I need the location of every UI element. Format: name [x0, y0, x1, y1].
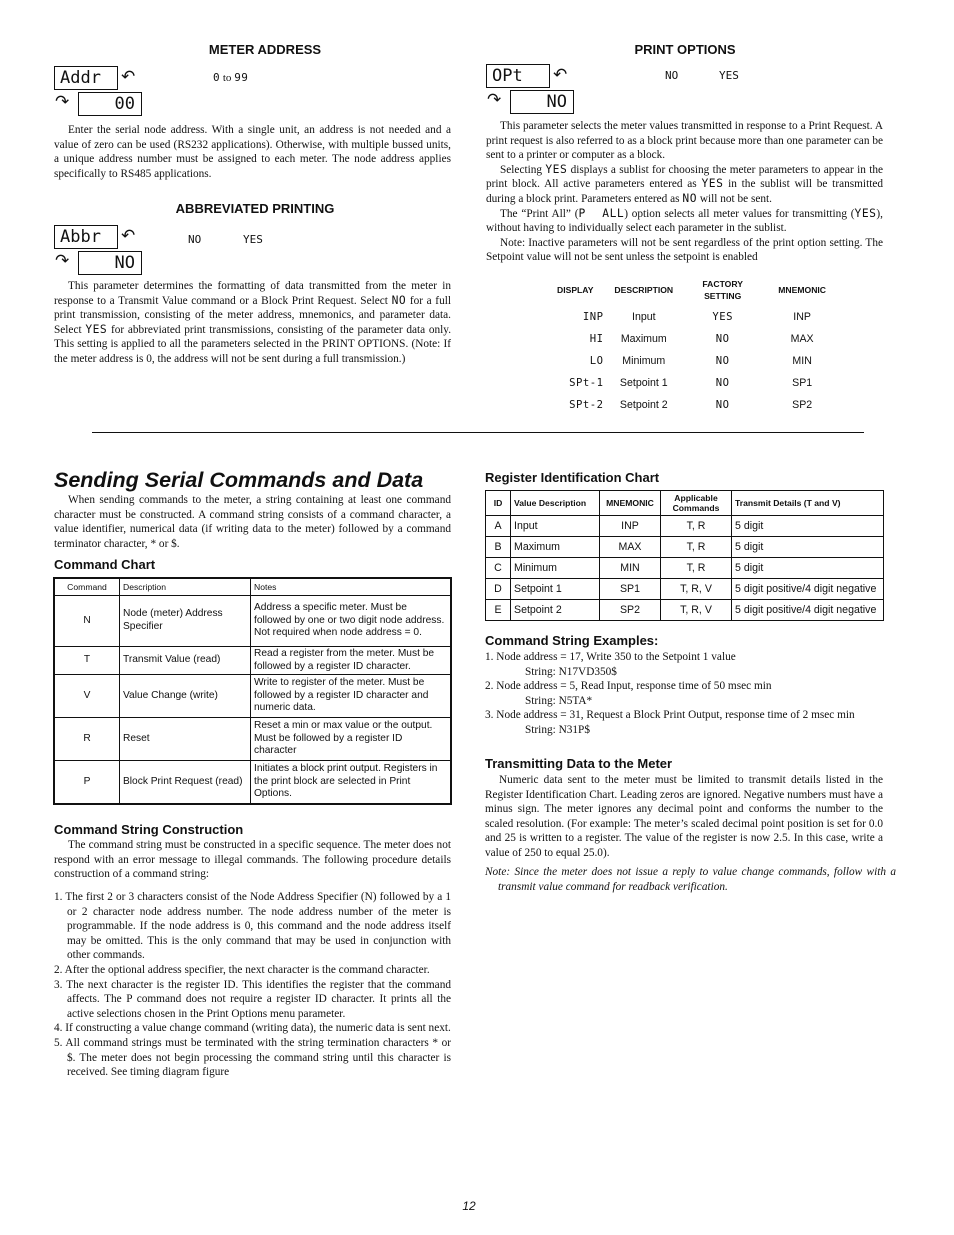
- sending-intro: When sending commands to the meter, a string containing at least one command character must be constructed. A command string consists of a command character, a value identifier, numerical data (if writing data to the meter) followed by a command terminator character, * or $.: [54, 494, 451, 550]
- meter-address-display-param: Addr: [54, 66, 118, 90]
- table-row: N Node (meter) Address Specifier Address a specific meter. Must be followed by one or two digit node address. Not required when node address = 0.: [54, 596, 451, 647]
- table-row: R Reset Reset a min or max value or the output. Must be followed by a register ID character: [54, 718, 451, 761]
- command-chart-heading: Command Chart: [54, 557, 156, 572]
- print-options-display-param: OPt: [486, 64, 550, 88]
- examples-list: [485, 650, 885, 738]
- col-mnemonic: MNEMONIC: [600, 491, 661, 516]
- meter-address-heading: METER ADDRESS: [208, 42, 322, 57]
- table-row: P Block Print Request (read) Initiates a block print output. Registers in the print block are selected in Print Options.: [54, 761, 451, 804]
- table-row: T Transmit Value (read) Read a register from the meter. Must be followed by a register ID character.: [54, 647, 451, 675]
- list-item: 3. The next character is the register ID. This identifies the register that the command affects. The P command does not require a register ID character. It prints all the active selections chosen in the Print Options menu parameter.: [54, 978, 451, 1020]
- table-row: LO Minimum NO MIN: [589, 354, 812, 367]
- right-arrow-icon: ↷: [55, 92, 70, 112]
- page-number: 12: [462, 1199, 476, 1213]
- list-item: 4. If constructing a value change command (writing data), the numeric data is sent next.: [54, 1022, 451, 1035]
- examples-heading: Command String Examples:: [485, 633, 659, 648]
- table-row: V Value Change (write) Write to register of the meter. Must be followed by a register ID character and numeric data.: [54, 675, 451, 718]
- col-transmit-details: Transmit Details (T and V): [732, 491, 884, 516]
- print-options-table: [546, 274, 842, 416]
- left-arrow-icon: ↶: [553, 65, 568, 85]
- table-row: E Setpoint 2 SP2 T, R, V 5 digit positive/4 digit negative: [486, 600, 884, 621]
- table-row: INP Input YES INP: [582, 310, 811, 323]
- transmitting-note: Note: Since the meter does not issue a reply to value change commands, follow with a transmit value command for readback verification.: [485, 866, 896, 893]
- section-divider: [92, 432, 864, 433]
- col-factory-setting: FACTORY SETTING: [702, 279, 743, 301]
- meter-address-range: 0 to 99: [213, 71, 249, 84]
- construction-heading: Command String Construction: [54, 822, 244, 837]
- list-item: 2. After the optional address specifier, the next character is the command character.: [54, 963, 430, 976]
- col-value-description: Value Description: [511, 491, 600, 516]
- list-item: 5. All command strings must be terminated with the string termination characters * or $. The meter does not begin processing the command string until this character is received. See timing diagram figure: [54, 1036, 451, 1079]
- abbr-body: This parameter determines the formatting of data transmitted from the meter in response to a Transmit Value command or a Block Print Request. Select NO for a full print transmission, consisting of the meter address, mnemonics, and parameter data. Select YES for abbreviated print transmissions, consisting of the parameter data only. This setting is applied to all the parameters selected in the PRINT OPTIONS. (Note: If the meter address is 0, the address will not be sent during a full transmission.): [54, 280, 452, 365]
- col-display: DISPLAY: [557, 285, 594, 295]
- col-description: Description: [120, 578, 251, 596]
- abbr-display-param: Abbr: [54, 225, 118, 249]
- list-item: 3. Node address = 31, Request a Block Print Output, response time of 2 msec min: [485, 709, 855, 722]
- right-arrow-icon: ↷: [55, 251, 70, 271]
- print-options-p1: This parameter selects the meter values transmitted in response to a Print Request. A print request is also referred to as a block print because more than one parameter can be sent to a printer or computer as a block.: [486, 120, 883, 162]
- right-arrow-icon: ↷: [487, 90, 502, 110]
- abbr-option-no: NO: [188, 233, 202, 246]
- transmitting-heading: Transmitting Data to the Meter: [485, 756, 673, 771]
- construction-steps: [54, 890, 451, 1080]
- table-row: SPt-1 Setpoint 1 NO SP1: [569, 376, 813, 389]
- print-options-display-value: NO: [510, 90, 574, 114]
- print-options-p2: Selecting YES displays a sublist for choosing the meter parameters to appear in the print block. All active parameters entered as YES in the sublist will be transmitted during a block print. Parameters entered as NO will not be sent.: [486, 162, 884, 205]
- example-string: String: N31P$: [525, 723, 590, 736]
- col-applicable-commands: Applicable Commands: [661, 491, 732, 516]
- print-options-p3: The “Print All” (P ALL) option selects all meter values for transmitting (YES), without having to individually select each parameter in the sublist.: [486, 206, 884, 235]
- left-arrow-icon: ↶: [121, 226, 136, 246]
- print-options-body: [486, 119, 883, 265]
- list-item: 2. Node address = 5, Read Input, response time of 50 msec min: [485, 680, 772, 693]
- register-chart-table: [485, 490, 884, 621]
- example-string: String: N5TA*: [525, 694, 593, 707]
- col-description: DESCRIPTION: [614, 285, 674, 295]
- register-chart-heading: Register Identification Chart: [485, 470, 660, 485]
- col-id: ID: [486, 491, 511, 516]
- print-options-option-yes: YES: [719, 69, 739, 82]
- abbr-display-value: NO: [78, 251, 142, 275]
- meter-address-display-value: 00: [78, 92, 142, 116]
- col-notes: Notes: [251, 578, 452, 596]
- col-mnemonic: MNEMONIC: [778, 285, 827, 295]
- example-string: String: N17VD350$: [525, 665, 617, 678]
- transmitting-body: Numeric data sent to the meter must be limited to transmit details listed in the Register Identification Chart. Leading zeros are ignored. Negative numbers must have a minus sign. The meter ignores any decimal point and conforms the number to the scaled resolution. (For example: The meter’s scaled decimal point position is set for 0.0 and 25 is written to a register. The value of the register is now 2.5. In this case, write a value of 250 to equal 25.0).: [485, 774, 883, 859]
- list-item: 1. Node address = 17, Write 350 to the Setpoint 1 value: [485, 651, 736, 663]
- table-row: C Minimum MIN T, R 5 digit: [486, 558, 884, 579]
- command-chart-table: [53, 577, 452, 805]
- abbr-option-yes: YES: [243, 233, 263, 246]
- construction-intro: The command string must be constructed in a specific sequence. The meter does not respond with an error message to illegal commands. The following procedure details construction of a command string:: [54, 839, 451, 881]
- meter-address-body: Enter the serial node address. With a single unit, an address is not needed and a value of zero can be used (RS232 applications). Otherwise, with multiple bussed units, a unique address number must be assigned to each meter. The node address applies specifically to RS485 applications.: [54, 124, 451, 180]
- table-row: HI Maximum NO MAX: [589, 332, 814, 345]
- col-command: Command: [54, 578, 120, 596]
- list-item: 1. The first 2 or 3 characters consist of the Node Address Specifier (N) followed by a 1 or 2 character node address number. The node address number of the meter is programmable. If the node address is 0, this command and the node address itself may be omitted. This is the only command that may be used in conjunction with other commands.: [54, 891, 451, 962]
- abbreviated-printing-heading: ABBREVIATED PRINTING: [175, 201, 335, 216]
- print-options-p4: Note: Inactive parameters will not be sent regardless of the print option setting. The Setpoint value will not be sent unless the setpoint is enabled: [486, 236, 883, 264]
- table-row: SPt-2 Setpoint 2 NO SP2: [569, 398, 813, 411]
- left-arrow-icon: ↶: [121, 67, 136, 87]
- table-row: A Input INP T, R 5 digit: [486, 516, 884, 537]
- table-row: B Maximum MAX T, R 5 digit: [486, 537, 884, 558]
- table-row: D Setpoint 1 SP1 T, R, V 5 digit positive/4 digit negative: [486, 579, 884, 600]
- page-title: Sending Serial Commands and Data: [54, 468, 424, 492]
- print-options-option-no: NO: [665, 69, 679, 82]
- print-options-heading: PRINT OPTIONS: [634, 42, 736, 57]
